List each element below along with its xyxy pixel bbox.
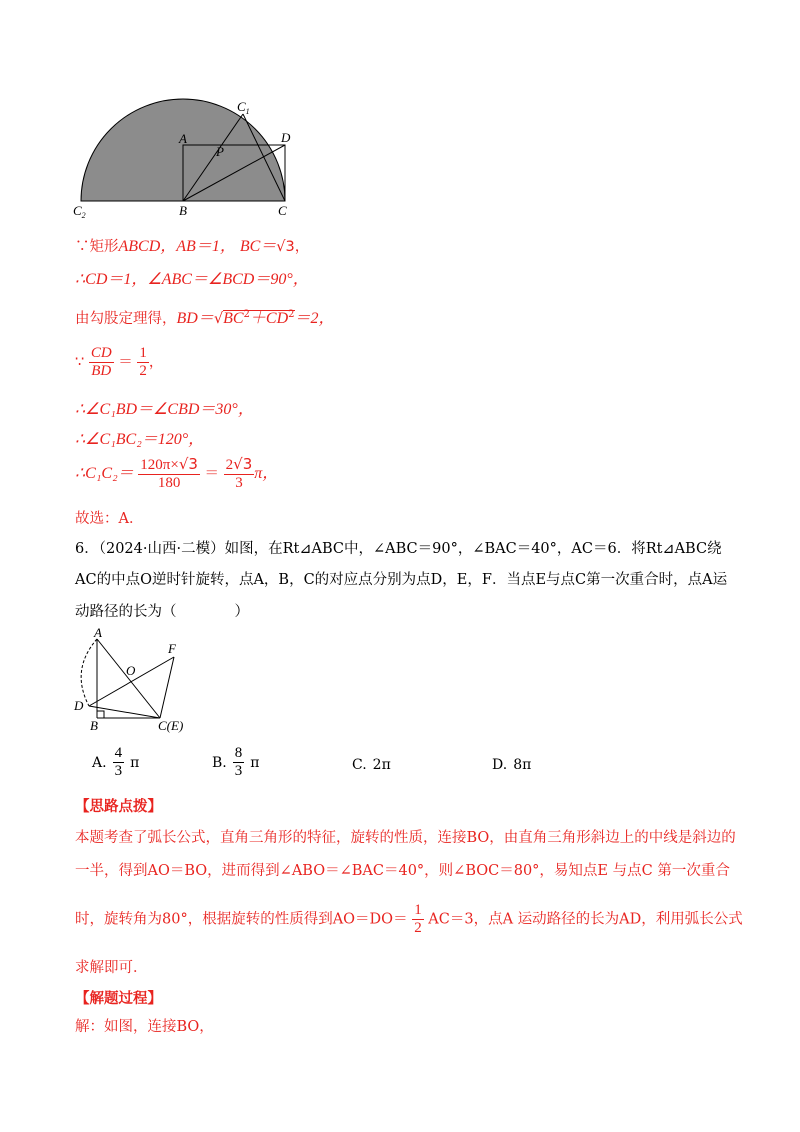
label-c: C xyxy=(278,203,287,218)
label-o: O xyxy=(126,663,136,678)
hint-line-2: 一半，得到AO＝BO，进而得到∠ABO＝∠BAC＝40°，则∠BOC＝80°，易知点E 与点C 第一次重合 xyxy=(75,863,730,879)
question-6-line-2: AC的中点O逆时针旋转，点A，B，C的对应点分别为点D，E，F．当点E与点C第一次重合时，点A运 xyxy=(75,572,728,588)
segment-f-c xyxy=(160,657,174,718)
answer-line: 故选：A． xyxy=(75,511,144,527)
label-d: D xyxy=(74,698,84,713)
figure-rotated-triangle xyxy=(70,625,210,735)
option-b[interactable]: B. $\frac{8}{3}$ π xyxy=(212,745,260,779)
label-p: P xyxy=(216,144,224,159)
hint-title: 【思路点拨】 xyxy=(75,798,162,815)
solution-line-4: ∵ $\frac{CD}{BD}$ ＝ $\frac{1}{2}$ ， xyxy=(75,345,164,379)
solution-line-7: ∴C₁C₂＝ $\frac{120\pi\times√3}{180}$ ＝ $\frac{2√3}{3}$ π， xyxy=(75,455,279,491)
label-b: B xyxy=(179,203,187,218)
label-d: D xyxy=(281,130,291,145)
label-c1: $C_1$ xyxy=(237,99,250,116)
solution-line-6: ∴∠C₁BC₂＝120°， xyxy=(75,431,205,448)
figure-semicircle-rectangle xyxy=(65,95,305,225)
label-c-e: C(E) xyxy=(158,718,184,733)
option-c[interactable]: C. 2π xyxy=(352,757,391,773)
process-line-1: 解：如图，连接BO， xyxy=(75,1019,214,1035)
option-a[interactable]: A. $\frac{4}{3}$ π xyxy=(92,745,140,779)
hint-line-3: 时，旋转角为80°，根据旋转的性质得到AO＝DO＝ $\frac{1}{2}$ AC＝3，点A 运动路径的长为AD，利用弧长公式 xyxy=(75,902,743,936)
segment-a-c xyxy=(97,639,160,718)
label-a: A xyxy=(179,131,187,146)
label-b: B xyxy=(90,718,98,733)
question-6-line-1: 6．（2024·山西·二模）如图，在Rt⊿ABC中，∠ABC＝90°，∠BAC＝40°，AC＝6．将Rt⊿ABC绕 xyxy=(75,541,722,557)
hint-line-4: 求解即可． xyxy=(75,960,148,976)
option-d[interactable]: D. 8π xyxy=(492,757,532,773)
segment-d-c xyxy=(89,706,160,718)
solution-line-2: ∴CD＝1，∠ABC＝∠BCD＝90°， xyxy=(75,271,309,288)
right-angle-mark xyxy=(97,711,104,718)
hint-line-1: 本题考查了弧长公式，直角三角形的特征，旋转的性质，连接BO，由直角三角形斜边上的中线是斜边的 xyxy=(75,830,736,846)
label-c2: $C_2$ xyxy=(73,203,86,220)
solution-line-1: ∵矩形ABCD，AB＝1， BC＝√3， xyxy=(75,238,310,255)
solution-line-5: ∴∠C₁BD＝∠CBD＝30°， xyxy=(75,401,254,418)
label-f: F xyxy=(168,641,176,656)
label-a: A xyxy=(94,625,102,640)
process-title: 【解题过程】 xyxy=(75,990,162,1007)
arc-a-to-d xyxy=(81,639,97,706)
question-6-line-3: 动路径的长为（ ） xyxy=(75,604,249,620)
solution-line-3: 由勾股定理得，$BD=√BC^2+CD^2=2$， xyxy=(75,309,335,327)
